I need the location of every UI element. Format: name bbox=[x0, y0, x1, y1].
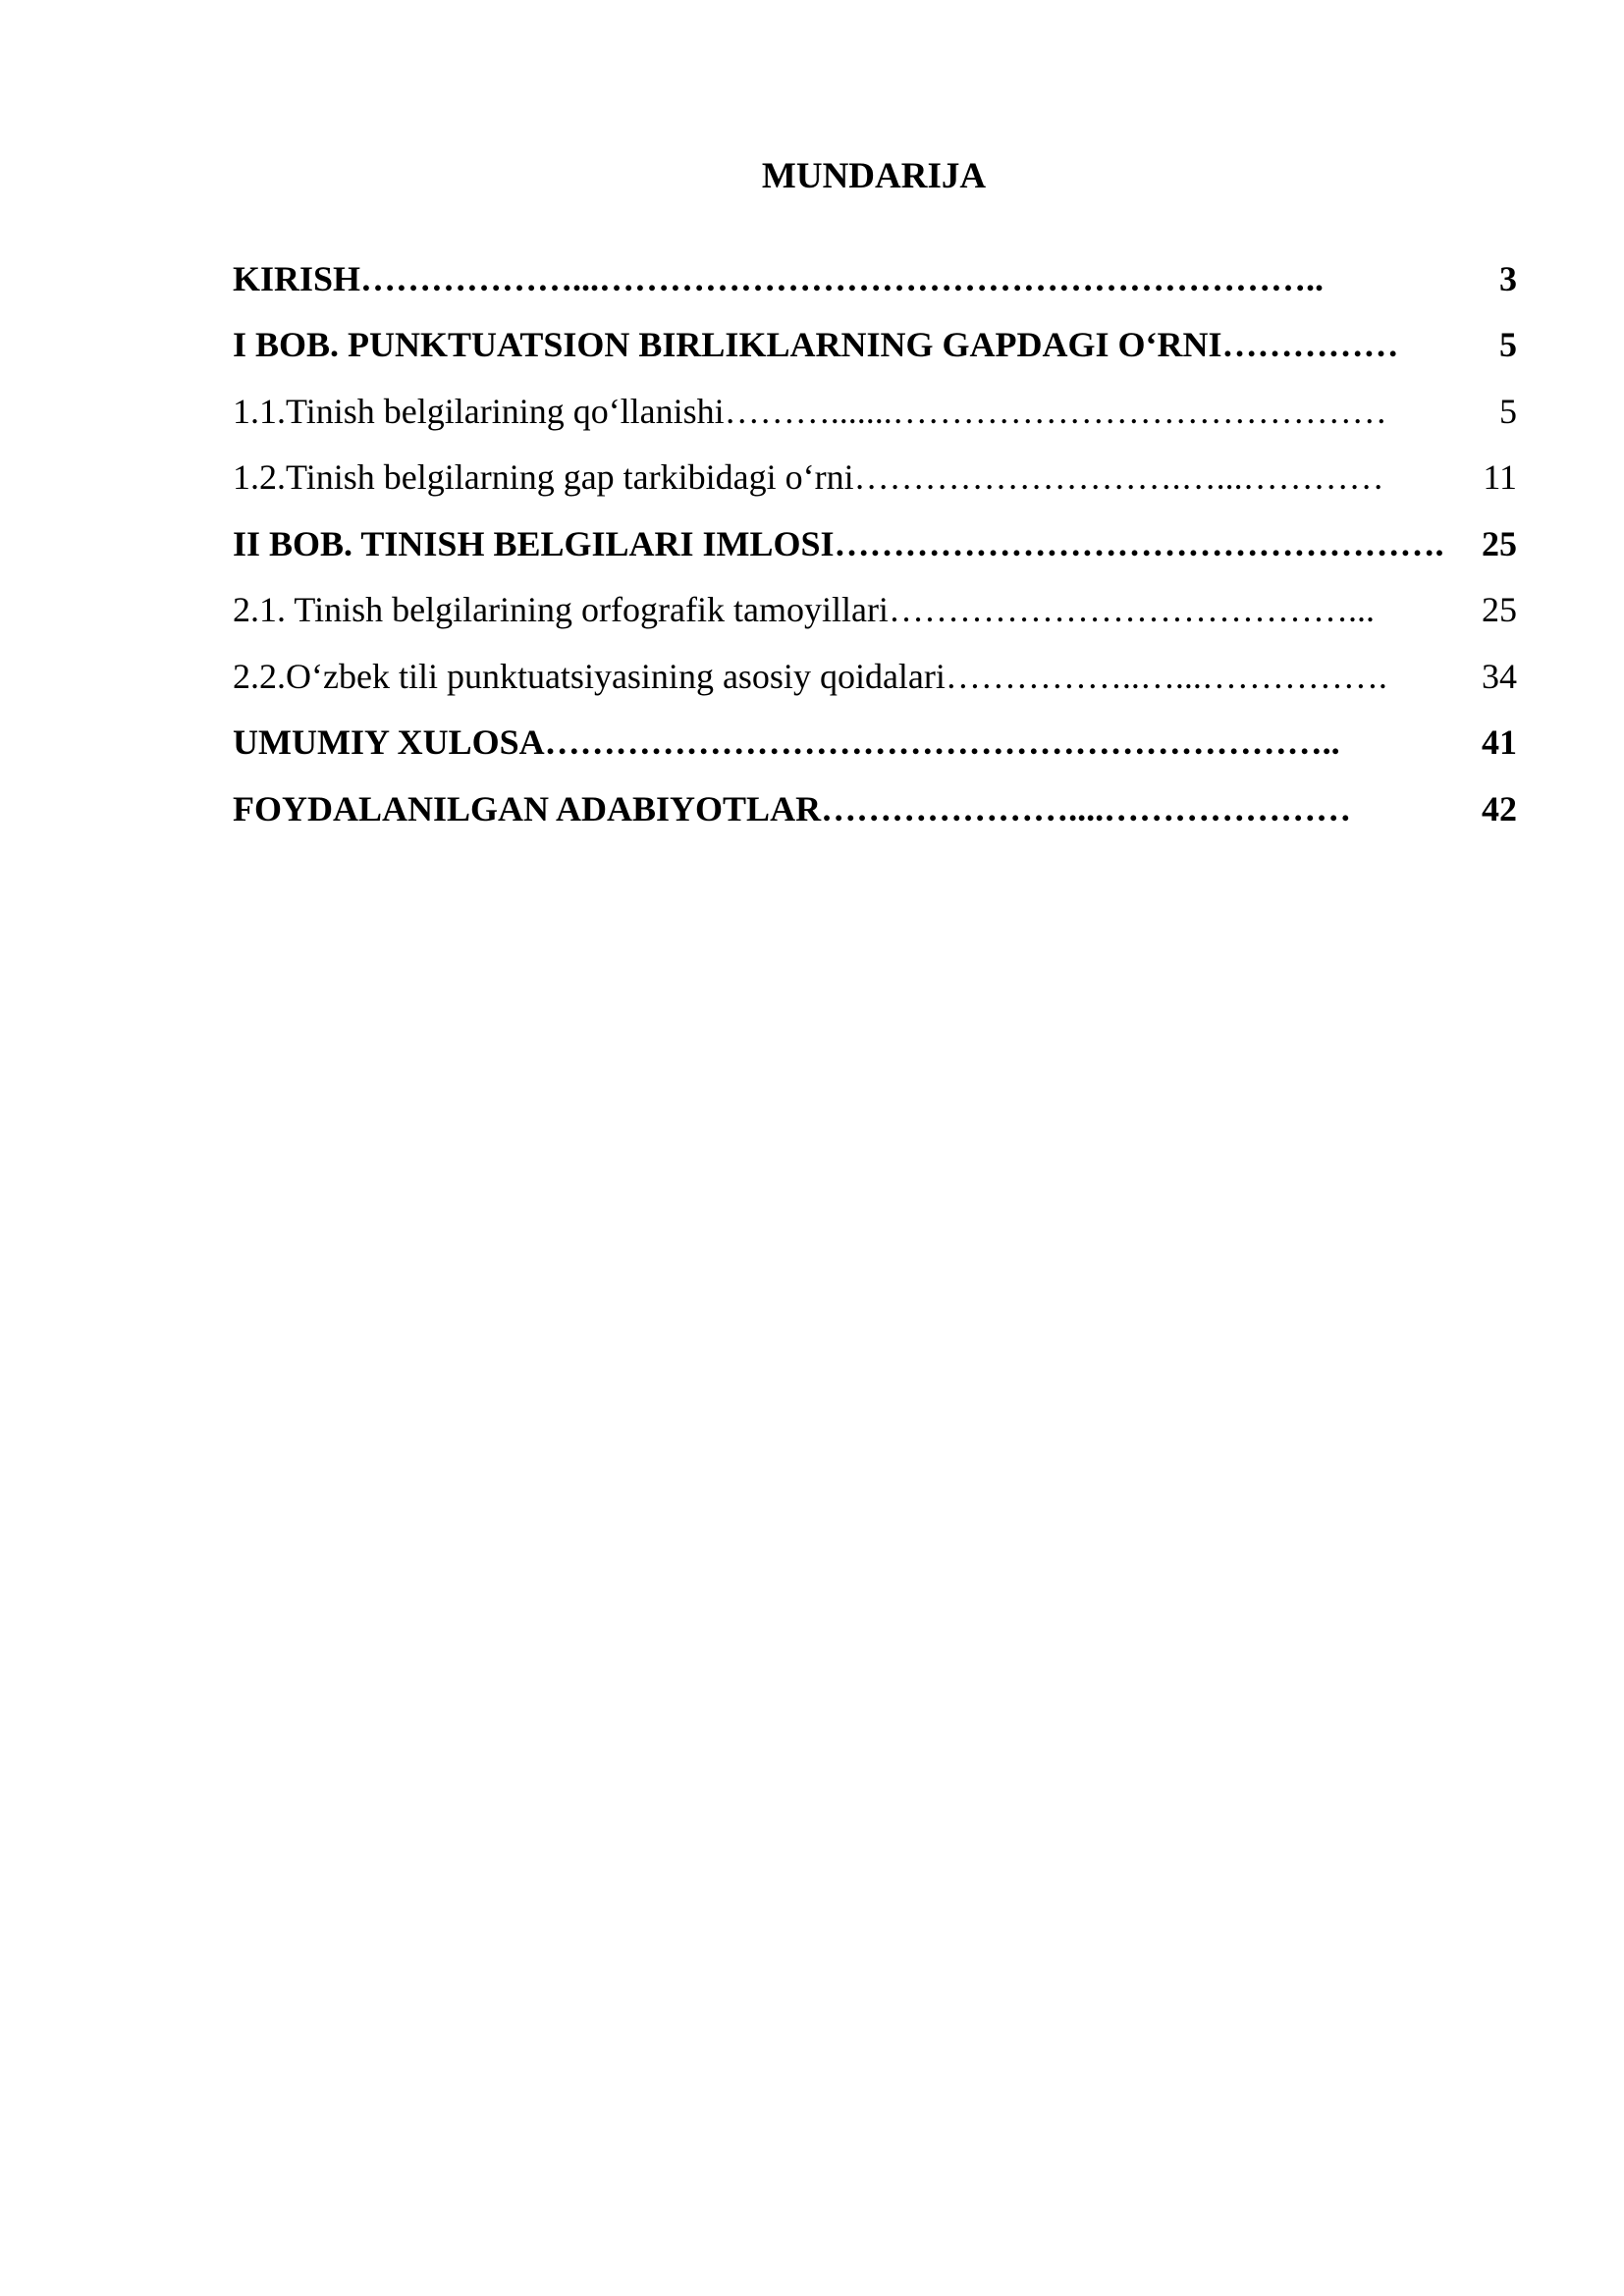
toc-entry-title: FOYDALANILGAN ADABIYOTLAR bbox=[233, 788, 822, 828]
toc-entry-page: 42 bbox=[1482, 788, 1517, 828]
toc-entry-leader: ………………...…………………………………………………….. bbox=[360, 258, 1325, 298]
toc-entry-title: I BOB. PUNKTUATSION BIRLIKLARNING GAPDAGI O‘RNI bbox=[233, 325, 1222, 365]
toc-entry-leader: ……………………….…...………… bbox=[853, 457, 1384, 498]
toc-entry-title: 1.2.Tinish belgilarning gap tarkibidagi o‘rni bbox=[233, 457, 854, 498]
toc-entry-title: 2.2.O‘zbek tili punktuatsiyasining asosiy qoidalari bbox=[233, 656, 946, 696]
toc-entry bbox=[233, 445, 1517, 511]
toc-entry-page: 34 bbox=[1482, 656, 1517, 696]
toc-entry-leader: …………… bbox=[1221, 325, 1399, 365]
toc-entry-title: UMUMIY XULOSA bbox=[233, 722, 545, 763]
page-title: MUNDARIJA bbox=[761, 156, 987, 196]
table-of-contents bbox=[233, 245, 1517, 842]
toc-entry-page: 5 bbox=[1499, 391, 1517, 431]
toc-entry-leader: …………………………………... bbox=[888, 590, 1375, 630]
toc-entry-page: 3 bbox=[1499, 258, 1517, 298]
toc-entry bbox=[233, 710, 1517, 776]
toc-entry bbox=[233, 312, 1517, 379]
toc-entry bbox=[233, 245, 1517, 312]
toc-entry-page: 41 bbox=[1482, 722, 1517, 763]
toc-entry-page: 11 bbox=[1483, 457, 1517, 498]
toc-entry bbox=[233, 775, 1517, 842]
toc-entry-title: KIRISH bbox=[233, 258, 361, 298]
toc-entry-leader: ……………………………………………. bbox=[834, 523, 1444, 563]
toc-entry-leader: ……….......…………………………………… bbox=[724, 391, 1387, 431]
toc-entry-title: II BOB. TINISH BELGILARI IMLOSI bbox=[233, 523, 835, 563]
toc-entry-leader: ……………..…...……………. bbox=[945, 656, 1387, 696]
toc-entry-title: 1.1.Tinish belgilarining qo‘llanishi bbox=[233, 391, 725, 431]
toc-entry bbox=[233, 577, 1517, 644]
toc-entry-leader: …………………....………………… bbox=[821, 788, 1352, 828]
toc-entry bbox=[233, 643, 1517, 710]
toc-entry-page: 5 bbox=[1499, 325, 1517, 365]
toc-entry bbox=[233, 510, 1517, 577]
toc-entry bbox=[233, 378, 1517, 445]
toc-entry-title: 2.1. Tinish belgilarining orfografik tamoyillari bbox=[233, 590, 889, 630]
toc-entry-leader: ………………………………………………………….. bbox=[544, 722, 1340, 763]
toc-entry-page: 25 bbox=[1482, 590, 1517, 630]
toc-entry-page: 25 bbox=[1482, 523, 1517, 563]
